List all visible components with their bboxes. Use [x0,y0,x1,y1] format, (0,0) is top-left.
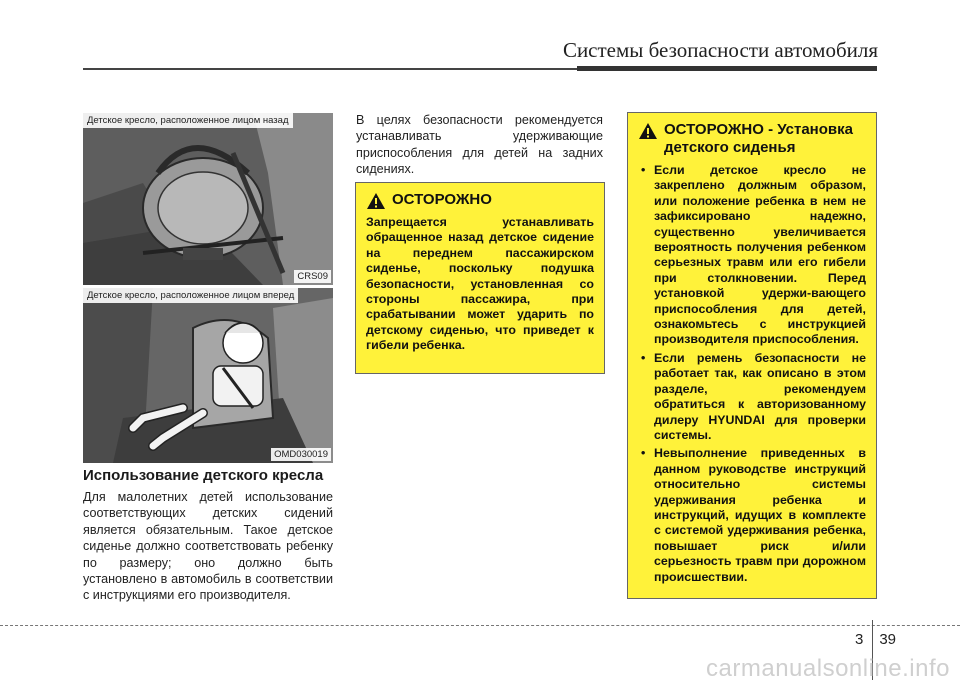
warning-box-front-seat [355,182,605,374]
warning-list [638,163,866,585]
warning-list-item: • Если ремень безопасности не работает так, как описано в этом разделе, рекомендуем обратиться к авторизованному дилеру HYUNDAI для проверки системы. [638,351,866,443]
page-number-value: 39 [879,631,897,648]
warning-title-line2: детского сиденья [664,139,796,156]
page-number [855,631,896,648]
figure-caption: Детское кресло, расположенное лицом вперед [83,288,298,303]
warning-text: Запрещается устанавливать обращенное назад детское сидение на переднем пассажирском сиденье, поскольку подушка безопасности, установленная со стороны пассажира, при срабатывании может ударить по детскому сиденью, что приведет к гибели ребенка. [366,215,594,353]
warning-list-item: • Невыполнение приведенных в данном руководстве инструкций относительно системы удерживания ребенка и инструкций, идущих в комплекте с системой удерживания ребенка, повышает риск и/или серьезность травм при дорожном происшествии. [638,446,866,585]
warning-title-main: ОСТОРОЖНО [664,121,764,138]
header-title: Системы безопасности автомобиля [562,38,878,62]
section-body: Для малолетних детей использование соответствующих детских сидений является обязательным. Такое детское сиденье должно соответствовать ребенку по размеру; оно должно быть установлено в автомобиль в соответствии с инструкциями его производителя. [83,490,333,603]
warning-box-seat-installation [627,112,877,599]
chapter-number: 3 [855,631,864,648]
warning-title [664,121,853,157]
warning-header [638,121,866,157]
rear-facing-seat-figure [83,113,333,285]
warning-header [366,191,594,210]
figure-code: OMD030019 [271,448,331,461]
warning-list-item: • Если детское кресло не закреплено должным образом, или положение ребенка в нем не зафиксировано надежно, существенно увеличивается вероятность получения ребенком серьезных травм или его гибели при столкновении. Перед установкой удержи-вающего приспособления для детей, ознакомьтесь с инструкцией производителя приспособления. [638,163,866,348]
rear-facing-seat-illustration [83,113,333,285]
watermark: carmanualsonline.info [706,655,950,682]
footer-rule [0,625,960,627]
intro-text: В целях безопасности рекомендуется устанавливать удерживающие приспособления для детей на задних сидениях. [356,113,603,177]
warning-triangle-icon [638,122,658,140]
forward-facing-seat-figure [83,288,333,463]
forward-facing-seat-illustration [83,288,333,463]
figure-caption: Детское кресло, расположенное лицом назад [83,113,293,128]
figure-code: CRS09 [294,270,331,283]
section-title: Использование детского кресла [83,467,324,484]
header-rule-accent [577,66,877,71]
warning-title-suffix: - Установка [768,121,853,138]
warning-triangle-icon [366,192,386,210]
warning-title: ОСТОРОЖНО [392,191,492,208]
